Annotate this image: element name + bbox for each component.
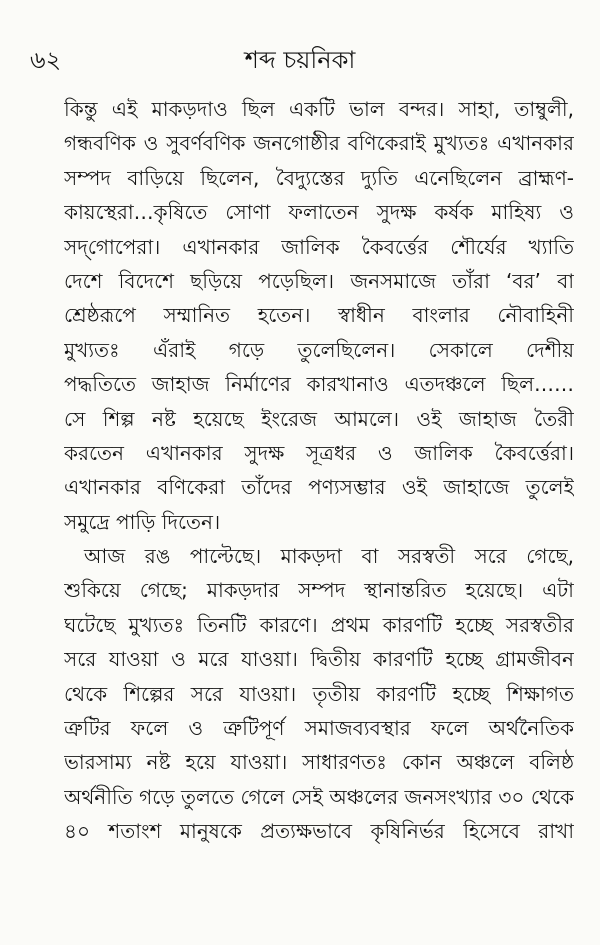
text-line: সরে যাওয়া ও মরে যাওয়া। দ্বিতীয় কারণটি হচ্ছে গ্রামজীবন	[64, 647, 574, 672]
paragraph-last-line: সমুদ্রে পাড়ি দিতেন।	[64, 509, 221, 534]
text-line: সম্পদ বাড়িয়ে ছিলেন, বৈদ্যুস্তের দ্যুতি এনেছিলেন ব্রাহ্মণ-	[64, 165, 574, 190]
page-header	[30, 45, 570, 85]
text-line: দেশে বিদেশে ছড়িয়ে পড়েছিল। জনসমাজে তাঁরা ‘বর’ বা	[64, 268, 574, 293]
text-line: কায়স্থেরা…কৃষিতে সোণা ফলাতেন সুদক্ষ কর্ষক মাহিষ্য ও	[64, 200, 574, 225]
text-line: শুকিয়ে গেছে; মাকড়দার সম্পদ স্থানান্তরিত হয়েছে। এটা	[64, 578, 574, 603]
text-line: শ্রেষ্ঠরূপে সম্মানিত হতেন। স্বাধীন বাংলার নৌবাহিনী	[64, 303, 574, 328]
text-line: সে শিল্প নষ্ট হয়েছে ইংরেজ আমলে। ওই জাহাজ তৈরী	[64, 406, 574, 431]
text-line: পদ্ধতিতে জাহাজ নির্মাণের কারখানাও এতদঞ্চলে ছিল……	[64, 372, 574, 397]
paragraph-first-line: আজ রঙ পাল্টেছে। মাকড়দা বা সরস্বতী সরে গেছে,	[84, 544, 574, 569]
body-text	[64, 92, 574, 849]
text-line: অর্থনীতি গড়ে তুলতে গেলে সেই অঞ্চলের জনসংখ্যার ৩০ থেকে	[64, 784, 574, 809]
text-line: থেকে শিল্পের সরে যাওয়া। তৃতীয় কারণটি হচ্ছে শিক্ষাগত	[64, 681, 574, 706]
text-line: ৪০ শতাংশ মানুষকে প্রত্যক্ষভাবে কৃষিনির্ভর হিসেবে রাখা	[64, 819, 574, 844]
text-line: ত্রুটির ফলে ও ত্রুটিপূর্ণ সমাজব্যবস্থার ফলে অর্থনৈতিক	[64, 716, 574, 741]
text-line: গন্ধবণিক ও সুবর্ণবণিক জনগোষ্ঠীর বণিকেরাই মুখ্যতঃ এখানকার	[64, 131, 574, 156]
text-line: ঘটেছে মুখ্যতঃ তিনটি কারণে। প্রথম কারণটি হচ্ছে সরস্বতীর	[64, 612, 574, 637]
text-line: করতেন এখানকার সুদক্ষ সূত্রধর ও জালিক কৈবর্ত্তেরা।	[64, 440, 574, 465]
text-line: কিন্তু এই মাকড়দাও ছিল একটি ভাল বন্দর। সাহা, তাম্বুলী,	[64, 97, 574, 121]
running-title: শব্দ চয়নিকা	[244, 46, 356, 74]
text-line: এখানকার বণিকেরা তাঁদের পণ্যসম্ভার ওই জাহাজে তুলেই	[64, 475, 574, 500]
text-line: ভারসাম্য নষ্ট হয়ে যাওয়া। সাধারণতঃ কোন অঞ্চলে বলিষ্ঠ	[64, 750, 574, 775]
text-line: সদ্‌গোপেরা। এখানকার জালিক কৈবর্ত্তের শৌর্যের খ্যাতি	[64, 234, 574, 259]
page-number: ৬২	[30, 46, 62, 74]
text-line: মুখ্যতঃ এঁরাই গড়ে তুলেছিলেন। সেকালে দেশীয়	[64, 337, 574, 362]
